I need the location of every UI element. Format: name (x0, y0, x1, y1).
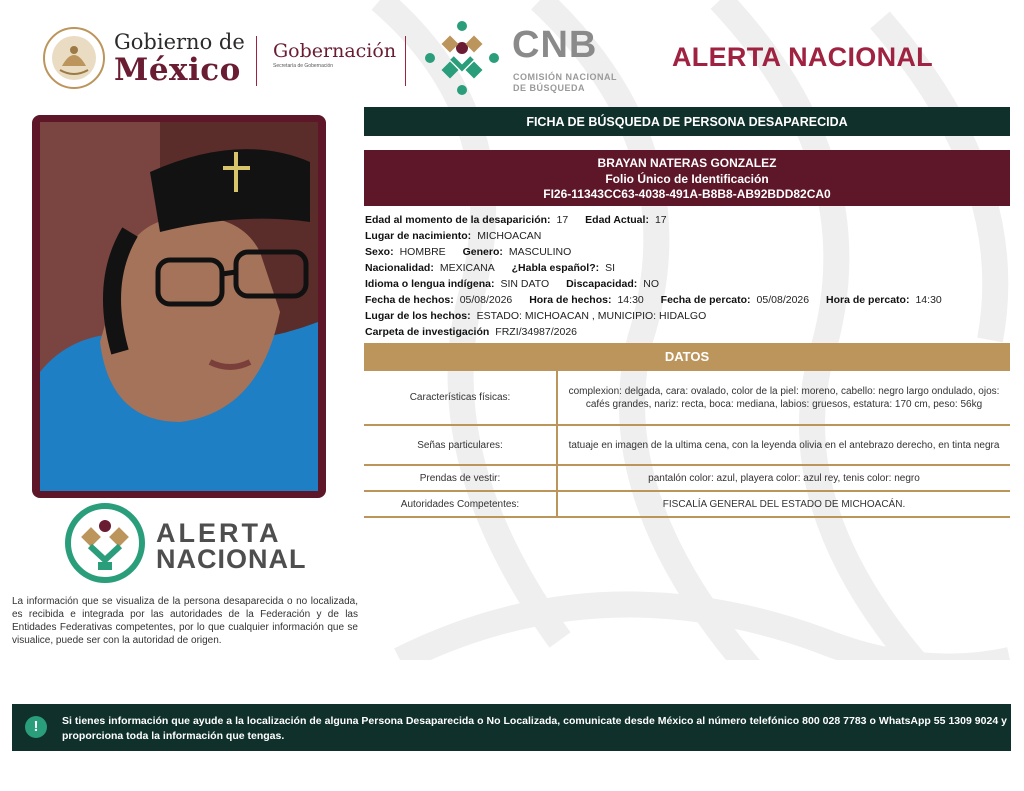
person-info (365, 212, 1010, 340)
sheet-title-band: FICHA DE BÚSQUEDA DE PERSONA DESAPARECIDA (364, 107, 1010, 136)
edad-actual-label: Edad Actual: (585, 214, 649, 226)
info-row-carpeta (365, 324, 1010, 340)
info-row-edad (365, 212, 1010, 228)
fecha-percato-value: 05/08/2026 (756, 294, 810, 306)
gobernacion-logo (273, 40, 396, 69)
carpeta-value: FRZI/34987/2026 (495, 326, 578, 338)
hora-percato-value: 14:30 (915, 294, 942, 306)
alerta-nacional-logo (64, 502, 324, 584)
fecha-hechos-value: 05/08/2026 (459, 294, 513, 306)
alerta-nacional-emblem-icon (64, 502, 146, 584)
nacionalidad-value: MEXICANA (439, 262, 495, 274)
hora-hechos-value: 14:30 (617, 294, 644, 306)
datos-label: Señas particulares: (364, 425, 557, 465)
gobierno-de-mexico-logo (42, 22, 247, 94)
discapacidad-label: Discapacidad: (566, 278, 638, 290)
person-name: BRAYAN NATERAS GONZALEZ (597, 156, 777, 170)
table-row (364, 371, 1010, 425)
idioma-label: Idioma o lengua indígena: (365, 278, 495, 290)
cnb-logo (422, 18, 632, 98)
info-row-fechas (365, 292, 1010, 308)
alerta-logo-line1: ALERTA (156, 518, 282, 548)
lugar-hechos-label: Lugar de los hechos: (365, 310, 471, 322)
gobernacion-subtitle: Secretaría de Gobernación (273, 63, 334, 69)
info-row-idioma (365, 276, 1010, 292)
hora-hechos-label: Hora de hechos: (529, 294, 612, 306)
alert-title: ALERTA NACIONAL (672, 42, 933, 72)
table-row (364, 465, 1010, 491)
header-divider (256, 36, 257, 86)
table-row (364, 425, 1010, 465)
edad-actual-value: 17 (654, 214, 667, 226)
datos-value: tatuaje en imagen de la ultima cena, con la leyenda olivia en el antebrazo derecho, en tinta negra (557, 425, 1010, 465)
datos-value: complexion: delgada, cara: ovalado, color de la piel: moreno, cabello: negro largo ondulado, ojos: cafés grandes, nariz: recta, boca: mediana, labios: gruesos, estatura: 170 cm, peso: 56kg (557, 371, 1010, 425)
table-row (364, 491, 1010, 517)
folio-label: Folio Único de Identificación (605, 171, 769, 186)
cnb-acronym: CNB (512, 24, 598, 66)
lugar-nacimiento-label: Lugar de nacimiento: (365, 230, 472, 242)
alerta-logo-line2: NACIONAL (156, 544, 307, 574)
contact-message: Si tienes información que ayude a la localización de alguna Persona Desaparecida o No Localizada, comunicate desde México al número telefónico 800 028 7783 o WhatsApp 55 1309 9024 y proporciona toda la información que tengas. (62, 715, 1007, 742)
genero-label: Genero: (462, 246, 503, 258)
datos-label: Autoridades Competentes: (364, 491, 557, 517)
carpeta-label: Carpeta de investigación (365, 326, 490, 338)
genero-value: MASCULINO (508, 246, 572, 258)
gobernacion-title: Gobernación (273, 40, 397, 62)
hora-percato-label: Hora de percato: (826, 294, 910, 306)
missing-person-photo (40, 122, 318, 491)
info-row-sexo (365, 244, 1010, 260)
idioma-value: SIN DATO (500, 278, 550, 290)
gobierno-line1: Gobierno de (114, 30, 245, 54)
datos-value: FISCALÍA GENERAL DEL ESTADO DE MICHOACÁN. (557, 491, 1010, 517)
person-photo-illustration (40, 122, 318, 491)
fecha-hechos-label: Fecha de hechos: (365, 294, 454, 306)
contact-footer (12, 704, 1011, 751)
cnb-line1: COMISIÓN NACIONAL (513, 72, 617, 82)
discapacidad-value: NO (643, 278, 660, 290)
cnb-emblem-icon (422, 18, 502, 98)
lugar-nacimiento-value: MICHOACAN (477, 230, 542, 242)
info-row-nacionalidad (365, 260, 1010, 276)
datos-label: Prendas de vestir: (364, 465, 557, 491)
person-name-box (364, 150, 1010, 206)
sexo-label: Sexo: (365, 246, 394, 258)
folio-number: FI26-11343CC63-4038-491A-B8B8-AB92BDD82CA0 (543, 187, 831, 201)
cnb-fullname (513, 72, 617, 94)
sexo-value: HOMBRE (399, 246, 446, 258)
alert-icon: ! (25, 716, 47, 738)
info-row-lugar-nacimiento (365, 228, 1010, 244)
datos-value: pantalón color: azul, playera color: azul rey, tenis color: negro (557, 465, 1010, 491)
cnb-line2: DE BÚSQUEDA (513, 83, 586, 93)
gobierno-line2: México (114, 52, 241, 88)
lugar-hechos-value: ESTADO: MICHOACAN , MUNICIPIO: HIDALGO (476, 310, 707, 322)
info-row-lugar-hechos (365, 308, 1010, 324)
habla-label: ¿Habla español?: (511, 262, 600, 274)
habla-value: SI (605, 262, 616, 274)
header-divider (405, 36, 406, 86)
coat-of-arms-icon (42, 26, 106, 90)
datos-label: Características físicas: (364, 371, 557, 425)
fecha-percato-label: Fecha de percato: (660, 294, 751, 306)
datos-header: DATOS (364, 343, 1010, 371)
edad-desaparicion-label: Edad al momento de la desaparición: (365, 214, 551, 226)
edad-desaparicion-value: 17 (556, 214, 569, 226)
disclaimer: La información que se visualiza de la persona desaparecida o no localizada, es recibida e integrada por las autoridades de la Federación y de las Entidades Federativas competentes, por lo que cualquier información que se visualice, puede ser con la autoridad de origen. (12, 596, 358, 646)
nacionalidad-label: Nacionalidad: (365, 262, 434, 274)
datos-table (364, 371, 1010, 518)
